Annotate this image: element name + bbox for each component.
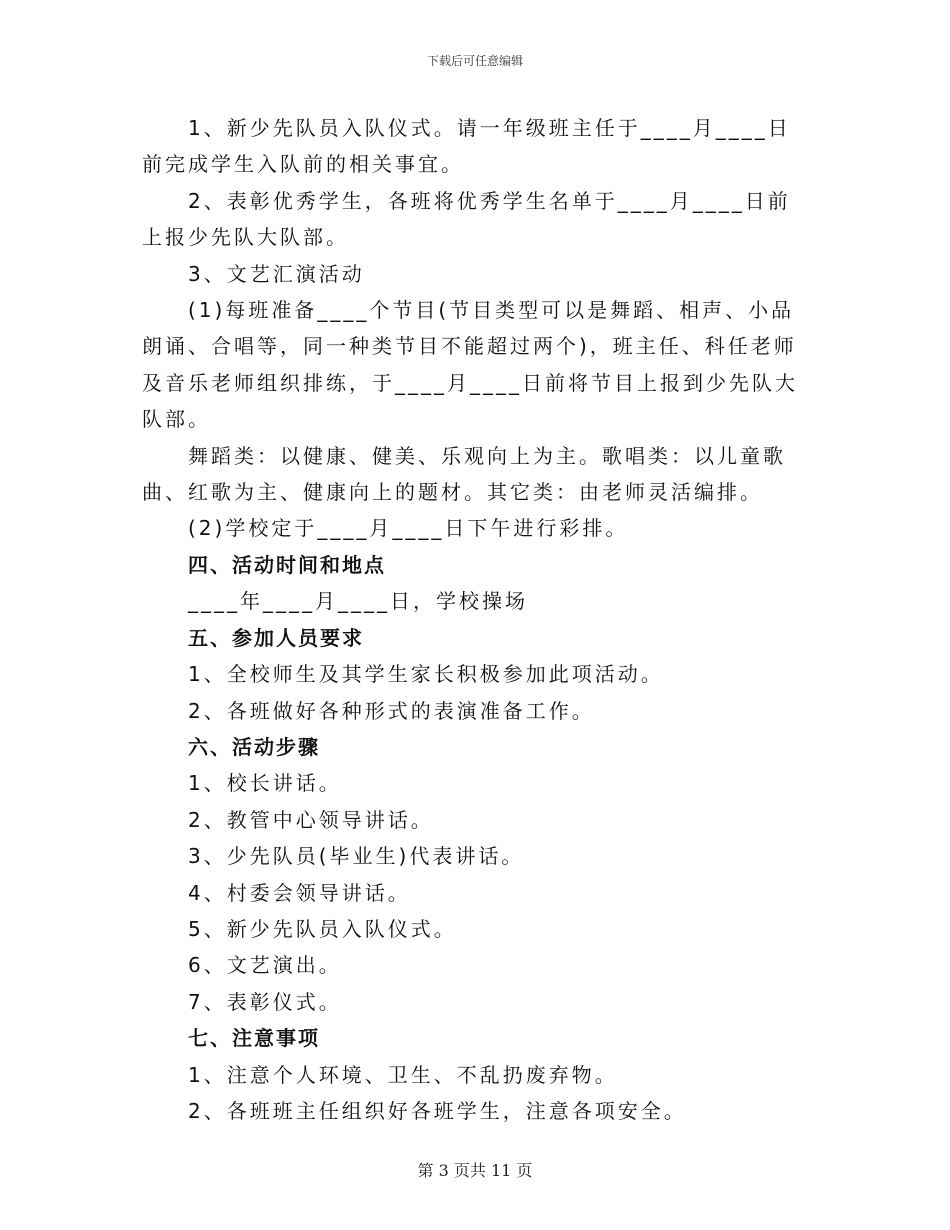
paragraph-item-3-2: (2)学校定于____月____日下午进行彩排。 [188, 516, 629, 541]
step-item-1: 1、校长讲话。 [188, 771, 342, 796]
document-body [142, 110, 812, 1129]
paragraph-participants-2: 2、各班做好各种形式的表演准备工作。 [188, 698, 595, 723]
paragraph-item-3: 3、文艺汇演活动 [188, 261, 365, 286]
note-item-1: 1、注意个人环境、卫生、不乱扔废弃物。 [188, 1062, 618, 1087]
paragraph-item-3-1: (1)每班准备____个节目(节目类型可以是舞蹈、相声、小品朗诵、合唱等，同一种类节目不能超过两个)，班主任、科任老师及音乐老师组织排练，于____月____日前将节目上报到少先队大队部。 [142, 298, 798, 432]
step-item-4: 4、村委会领导讲话。 [188, 880, 411, 905]
paragraph-participants-1: 1、全校师生及其学生家长积极参加此项活动。 [188, 662, 664, 687]
section-heading-steps: 六、活动步骤 [188, 734, 320, 759]
step-item-3: 3、少先队员(毕业生)代表讲话。 [188, 844, 525, 869]
step-item-7: 7、表彰仪式。 [188, 989, 342, 1014]
page-footer: 第 3 页共 11 页 [417, 1161, 533, 1180]
paragraph-categories: 舞蹈类：以健康、健美、乐观向上为主。歌唱类：以儿童歌曲、红歌为主、健康向上的题材。其它类：由老师灵活编排。 [142, 443, 786, 505]
step-item-6: 6、文艺演出。 [188, 953, 342, 978]
section-heading-time-place: 四、活动时间和地点 [188, 552, 386, 577]
step-item-5: 5、新少先队员入队仪式。 [188, 916, 457, 941]
paragraph-time-place: ____年____月____日，学校操场 [188, 589, 528, 614]
section-heading-notes: 七、注意事项 [188, 1026, 320, 1051]
paragraph-item-2: 2、表彰优秀学生，各班将优秀学生名单于____月____日前上报少先队大队部。 [142, 188, 791, 250]
page-header: 下载后可任意编辑 [426, 54, 523, 68]
section-heading-participants: 五、参加人员要求 [188, 625, 364, 650]
step-item-2: 2、教管中心领导讲话。 [188, 807, 434, 832]
note-item-2: 2、各班班主任组织好各班学生，注意各项安全。 [188, 1098, 687, 1123]
paragraph-item-1: 1、新少先队员入队仪式。请一年级班主任于____月____日前完成学生入队前的相关事宜。 [142, 116, 791, 177]
